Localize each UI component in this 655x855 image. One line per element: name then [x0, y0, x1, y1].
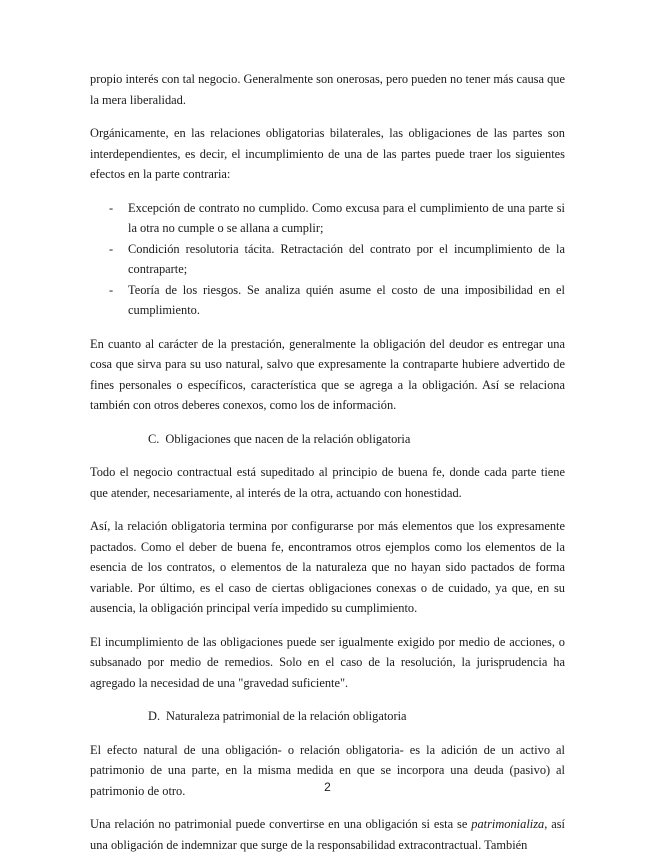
effect-text: Teoría de los riesgos. Se analiza quién asume el costo de una imposibilidad en el cumplimiento. — [128, 282, 565, 317]
effect-text: Excepción de contrato no cumplido. Como excusa para el cumplimiento de una parte si la otra no cumple o se allana a cumplir; — [128, 200, 565, 235]
paragraph-incumplimiento: El incumplimiento de las obligaciones puede ser igualmente exigido por medio de acciones, o subsanado por medio de remedios. Solo en el caso de la resolución, la jurisprudencia ha agregado la necesidad de una "gravedad suficiente". — [90, 634, 565, 690]
list-item — [90, 198, 565, 239]
text-segment: Una relación no patrimonial puede convertirse en una obligación si esta se — [90, 817, 472, 831]
list-item — [90, 280, 565, 321]
section-title: Naturaleza patrimonial de la relación obligatoria — [166, 709, 407, 723]
section-title: Obligaciones que nacen de la relación obligatoria — [165, 431, 411, 446]
section-heading-c — [148, 429, 565, 450]
text-segment: , así una obligación de indemnizar que surge de la responsabilidad extracontractual. También — [90, 817, 565, 852]
bullet-dash: - — [109, 241, 114, 256]
paragraph-no-patrimonial — [90, 814, 565, 855]
page-number: 2 — [324, 780, 331, 794]
italic-term: patrimonializa — [471, 817, 545, 831]
section-letter: D. — [148, 709, 161, 723]
paragraph-efecto-natural: El efecto natural de una obligación- o relación obligatoria- es la adición de un activo al patrimonio de una parte, en la misma medida en que se incorpora una deuda (pasivo) al patrimonio de otro. — [90, 742, 565, 798]
paragraph-elementos: Así, la relación obligatoria termina por configurarse por más elementos que los expresamente pactados. Como el deber de buena fe, encontramos otros ejemplos como los elementos de la esencia de los contratos, o elementos de la naturaleza que no hayan sido pactados de forma variable. Por último, es el caso de ciertas obligaciones conexas o de cuidado, ya que, en su ausencia, la obligación principal vería impedido su cumplimiento. — [90, 519, 565, 615]
paragraph-prestacion: En cuanto al carácter de la prestación, generalmente la obligación del deudor es entregar una cosa que sirva para su uso natural, salvo que expresamente la contraparte hubiere advertido de fines personales o específicos, característica que se agrega a la obligación. Así se relaciona también con otros deberes conexos, como los de información. — [90, 336, 565, 412]
paragraph-buena-fe: Todo el negocio contractual está supeditado al principio de buena fe, donde cada parte tiene que atender, necesariamente, al interés de la otra, actuando con honestidad. — [90, 465, 565, 500]
paragraph-continuation: propio interés con tal negocio. Generalmente son onerosas, pero pueden no tener más causa que la mera liberalidad. — [90, 72, 565, 107]
effects-list — [90, 198, 565, 321]
section-heading-d — [148, 706, 565, 727]
bullet-dash: - — [109, 282, 114, 297]
list-item — [90, 239, 565, 280]
paragraph-bilateral: Orgánicamente, en las relaciones obligatorias bilaterales, las obligaciones de las partes son interdependientes, es decir, el incumplimiento de una de las partes puede traer los siguientes efectos en la parte contraria: — [90, 126, 565, 181]
bullet-dash: - — [109, 200, 114, 215]
section-letter: C. — [148, 431, 160, 446]
effect-text: Condición resolutoria tácita. Retractación del contrato por el incumplimiento de la contraparte; — [128, 241, 565, 276]
